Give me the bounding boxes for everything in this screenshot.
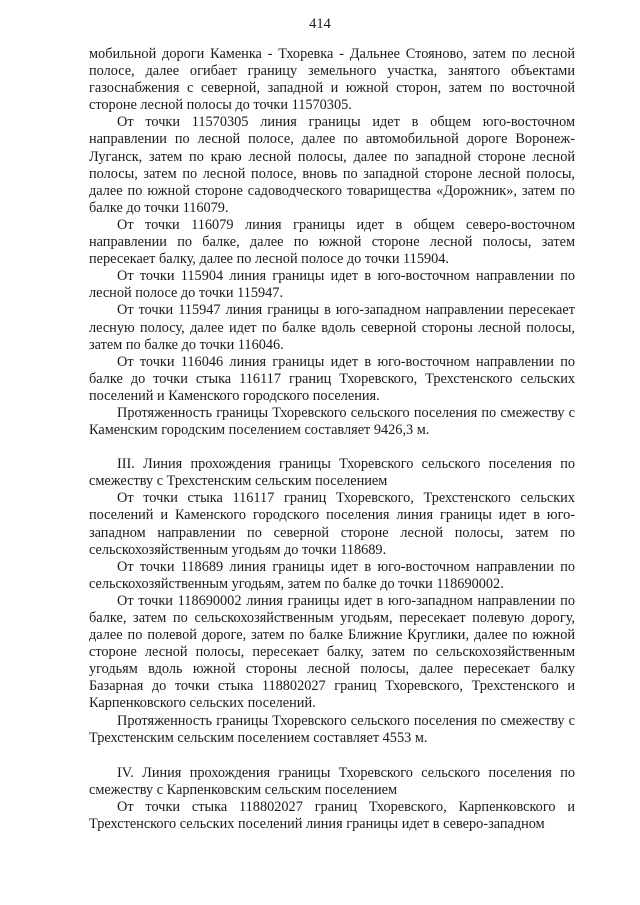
paragraph: От точки 118689 линия границы идет в юго-восточном направлении по сельскохозяйственным угодьям, затем по балке до точки 118690002. xyxy=(89,558,575,592)
document-body xyxy=(89,46,575,833)
paragraph: От точки 116046 линия границы идет в юго-восточном направлении по балке до точки стыка 116117 границ Тхоревского, Трехстенского сельских поселений и Каменского городского поселения. xyxy=(89,353,575,404)
paragraph: От точки 116079 линия границы идет в общем северо-восточном направлении по балке, далее по южной стороне лесной полосы, затем пересекает балку, далее по лесной полосе до точки 115904. xyxy=(89,216,575,268)
paragraph: От точки 115947 линия границы в юго-западном направлении пересекает лесную полосу, далее идет по балке вдоль северной стороны лесной полосы, затем по балке до точки 116046. xyxy=(89,302,575,353)
paragraph-length-summary: Протяженность границы Тхоревского сельского поселения по смежеству с Каменским городским поселением составляет 9426,3 м. xyxy=(89,404,575,439)
paragraph: От точки 118690002 линия границы идет в юго-западном направлении по балке, затем по сельскохозяйственным угодьям, пересекает полевую дорогу, далее по полевой дороге, затем по балке Ближние Круглики, далее по южной стороне лесной полосы, пересекает балку, затем по сельскохозяйственным угодьям вдоль южной стороны лесной полосы, далее пересекает балку Базарная до точки стыка 118802027 границ Тхоревского, Трехстенского и Карпенковского сельских поселений. xyxy=(89,592,575,712)
paragraph-continuation: мобильной дороги Каменка - Тхоревка - Дальнее Стояново, затем по лесной полосе, далее огибает границу земельного участка, занятого объектами газоснабжения с северной, западной и южной сторон, затем по восточной стороне лесной полосы до точки 11570305. xyxy=(89,46,575,114)
section-heading-iv: IV. Линия прохождения границы Тхоревского сельского поселения по смежеству с Карпенковским сельским поселением xyxy=(89,764,575,798)
page-number: 414 xyxy=(309,16,331,32)
paragraph: От точки 11570305 линия границы идет в общем юго-восточном направлении по лесной полосе, далее по автомобильной дороге Воронеж-Луганск, затем по краю лесной полосы, далее по западной стороне лесной полосы, затем по лесной полосе, вновь по западной стороне лесной полосы, далее по южной стороне садоводческого товарищества «Дорожник», затем по балке до точки 116079. xyxy=(89,114,575,216)
paragraph: От точки 115904 линия границы идет в юго-восточном направлении по лесной полосе до точки 115947. xyxy=(89,268,575,302)
section-heading-iii: III. Линия прохождения границы Тхоревского сельского поселения по смежеству с Трехстенским сельским поселением xyxy=(89,456,575,490)
paragraph: От точки стыка 116117 границ Тхоревского, Трехстенского сельских поселений и Каменского городского поселения линия границы идет в юго-западном направлении по северной стороне лесной полосы, затем по сельскохозяйственным угодьям до точки 118689. xyxy=(89,490,575,558)
paragraph: От точки стыка 118802027 границ Тхоревского, Карпенковского и Трехстенского сельских поселений линия границы идет в северо-западном xyxy=(89,798,575,833)
paragraph-length-summary: Протяженность границы Тхоревского сельского поселения по смежеству с Трехстенским сельским поселением составляет 4553 м. xyxy=(89,712,575,746)
